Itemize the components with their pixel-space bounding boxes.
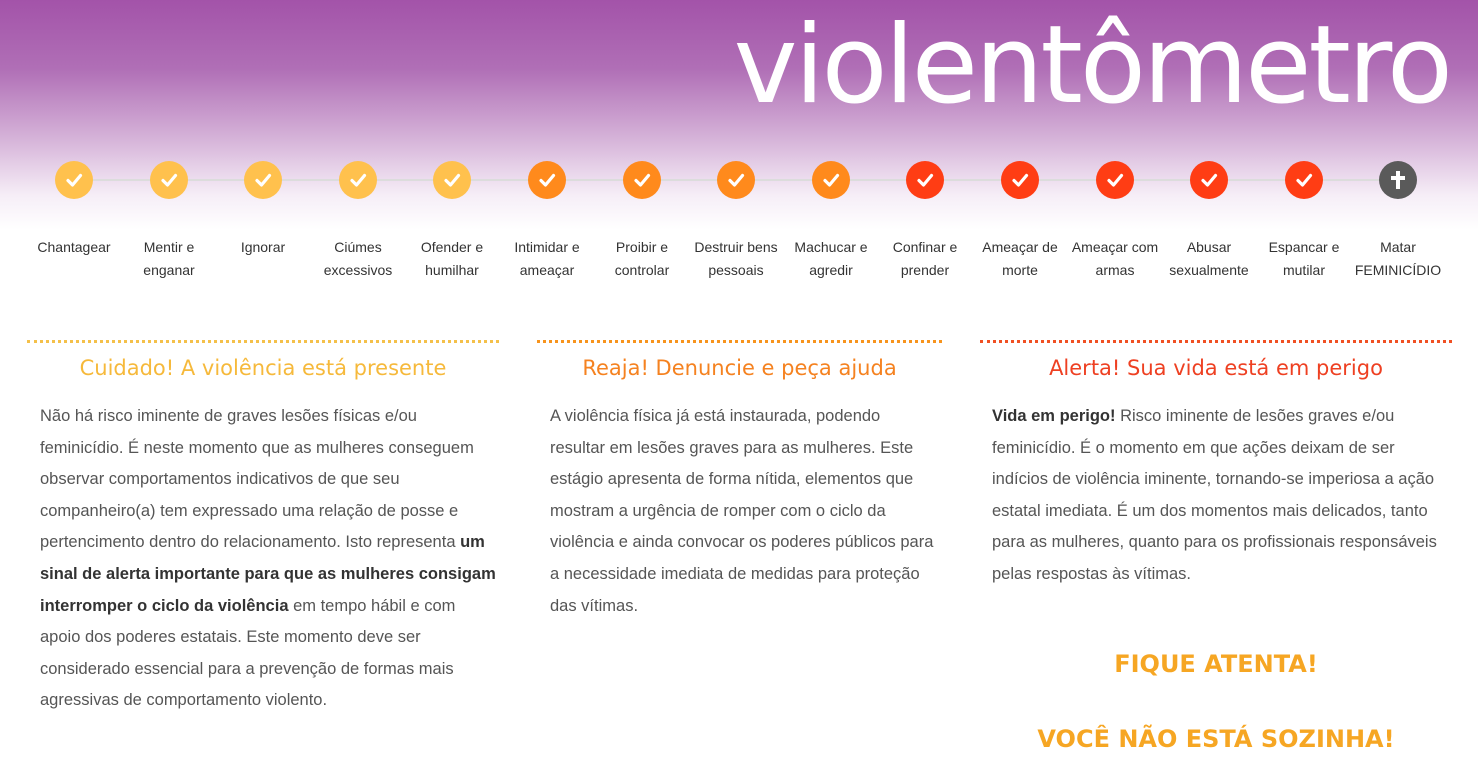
cta-stay-alert: FIQUE ATENTA!: [1114, 650, 1318, 678]
check-icon: [348, 170, 368, 190]
check-icon: [726, 170, 746, 190]
step-marker-10: [906, 161, 944, 199]
step-label-14: Espancar e mutilar: [1268, 239, 1340, 278]
step-marker-3: [244, 161, 282, 199]
panel-caution-title: Cuidado! A violência está presente: [79, 356, 447, 380]
panel-react: [537, 340, 942, 615]
check-icon: [915, 170, 935, 190]
panel-alert-text-highlight: Vida em perigo!: [992, 407, 1116, 425]
step-marker-1: [55, 161, 93, 199]
step-marker-15: [1379, 161, 1417, 199]
step-label-1: Chantagear: [37, 239, 111, 255]
check-icon: [632, 170, 652, 190]
cta-not-alone: VOCÊ NÃO ESTÁ SOZINHA!: [1037, 725, 1395, 753]
step-label-15: Matar FEMINICÍDIO: [1354, 239, 1442, 278]
panel-caution-text: [40, 401, 500, 717]
panel-caution-text-highlight: um sinal de alerta importante para que as mulheres consigam interromper o ciclo da violência: [40, 533, 496, 615]
check-icon: [821, 170, 841, 190]
panel-alert-title: Alerta! Sua vida está em perigo: [1049, 356, 1383, 380]
step-marker-2: [150, 161, 188, 199]
panel-caution-text-start: Não há risco iminente de graves lesões físicas e/ou feminicídio. É neste momento que as mulheres conseguem observar comportamentos indicativos de que seu companheiro(a) tem expressado uma relação de posse e pertencimento dentro do relacionamento. Isto representa: [40, 407, 474, 552]
step-label-5: Ofender e humilhar: [420, 239, 484, 278]
step-label-9: Machucar e agredir: [794, 239, 868, 278]
check-icon: [537, 170, 557, 190]
step-marker-14: [1285, 161, 1323, 199]
check-icon: [1294, 170, 1314, 190]
panel-react-text: A violência física já está instaurada, podendo resultar em lesões graves para as mulheres. Este estágio apresenta de forma nítida, elementos que mostram a urgência de romper com o ciclo da violência e ainda convocar os poderes públicos para a necessidade imediata de medidas para proteção das vítimas.: [550, 407, 934, 615]
panel-alert-text: [992, 401, 1442, 591]
step-label-6: Intimidar e ameaçar: [514, 239, 580, 278]
step-marker-12: [1096, 161, 1134, 199]
panel-alert-text-body: Risco iminente de lesões graves e/ou feminicídio. É o momento em que ações deixam de ser indícios de violência iminente, tornando-se imperiosa a ação estatal imediata. É um dos momentos mais delicados, tanto para as mulheres, quanto para os profissionais responsáveis pelas respostas às vítimas.: [992, 407, 1437, 583]
step-label-4: Ciúmes excessivos: [323, 239, 393, 278]
check-icon: [1010, 170, 1030, 190]
check-icon: [1105, 170, 1125, 190]
step-marker-8: [717, 161, 755, 199]
step-label-13: Abusar sexualmente: [1169, 239, 1249, 278]
step-marker-7: [623, 161, 661, 199]
step-marker-11: [1001, 161, 1039, 199]
step-marker-9: [812, 161, 850, 199]
cross-icon: [1388, 169, 1408, 191]
step-label-2: Mentir e enganar: [143, 239, 195, 278]
panel-caution-text-end: em tempo hábil e com apoio dos poderes estatais. Este momento deve ser considerado essencial para a prevenção de formas mais agressivas de comportamento violento.: [40, 596, 456, 710]
step-marker-13: [1190, 161, 1228, 199]
panel-caution: [27, 340, 499, 710]
check-icon: [442, 170, 462, 190]
step-label-3: Ignorar: [240, 239, 286, 255]
check-icon: [64, 170, 84, 190]
step-label-12: Ameaçar com armas: [1071, 239, 1159, 278]
panel-alert: [980, 340, 1452, 583]
step-label-8: Destruir bens pessoais: [694, 239, 778, 278]
step-label-11: Ameaçar de morte: [982, 239, 1058, 278]
step-label-7: Proibir e controlar: [614, 239, 670, 278]
logo: violentômetro: [733, 3, 1450, 128]
panel-react-title: Reaja! Denuncie e peça ajuda: [582, 356, 897, 380]
step-label-10: Confinar e prender: [892, 239, 958, 278]
step-marker-6: [528, 161, 566, 199]
check-icon: [1199, 170, 1219, 190]
step-marker-4: [339, 161, 377, 199]
check-icon: [159, 170, 179, 190]
step-marker-5: [433, 161, 471, 199]
check-icon: [253, 170, 273, 190]
